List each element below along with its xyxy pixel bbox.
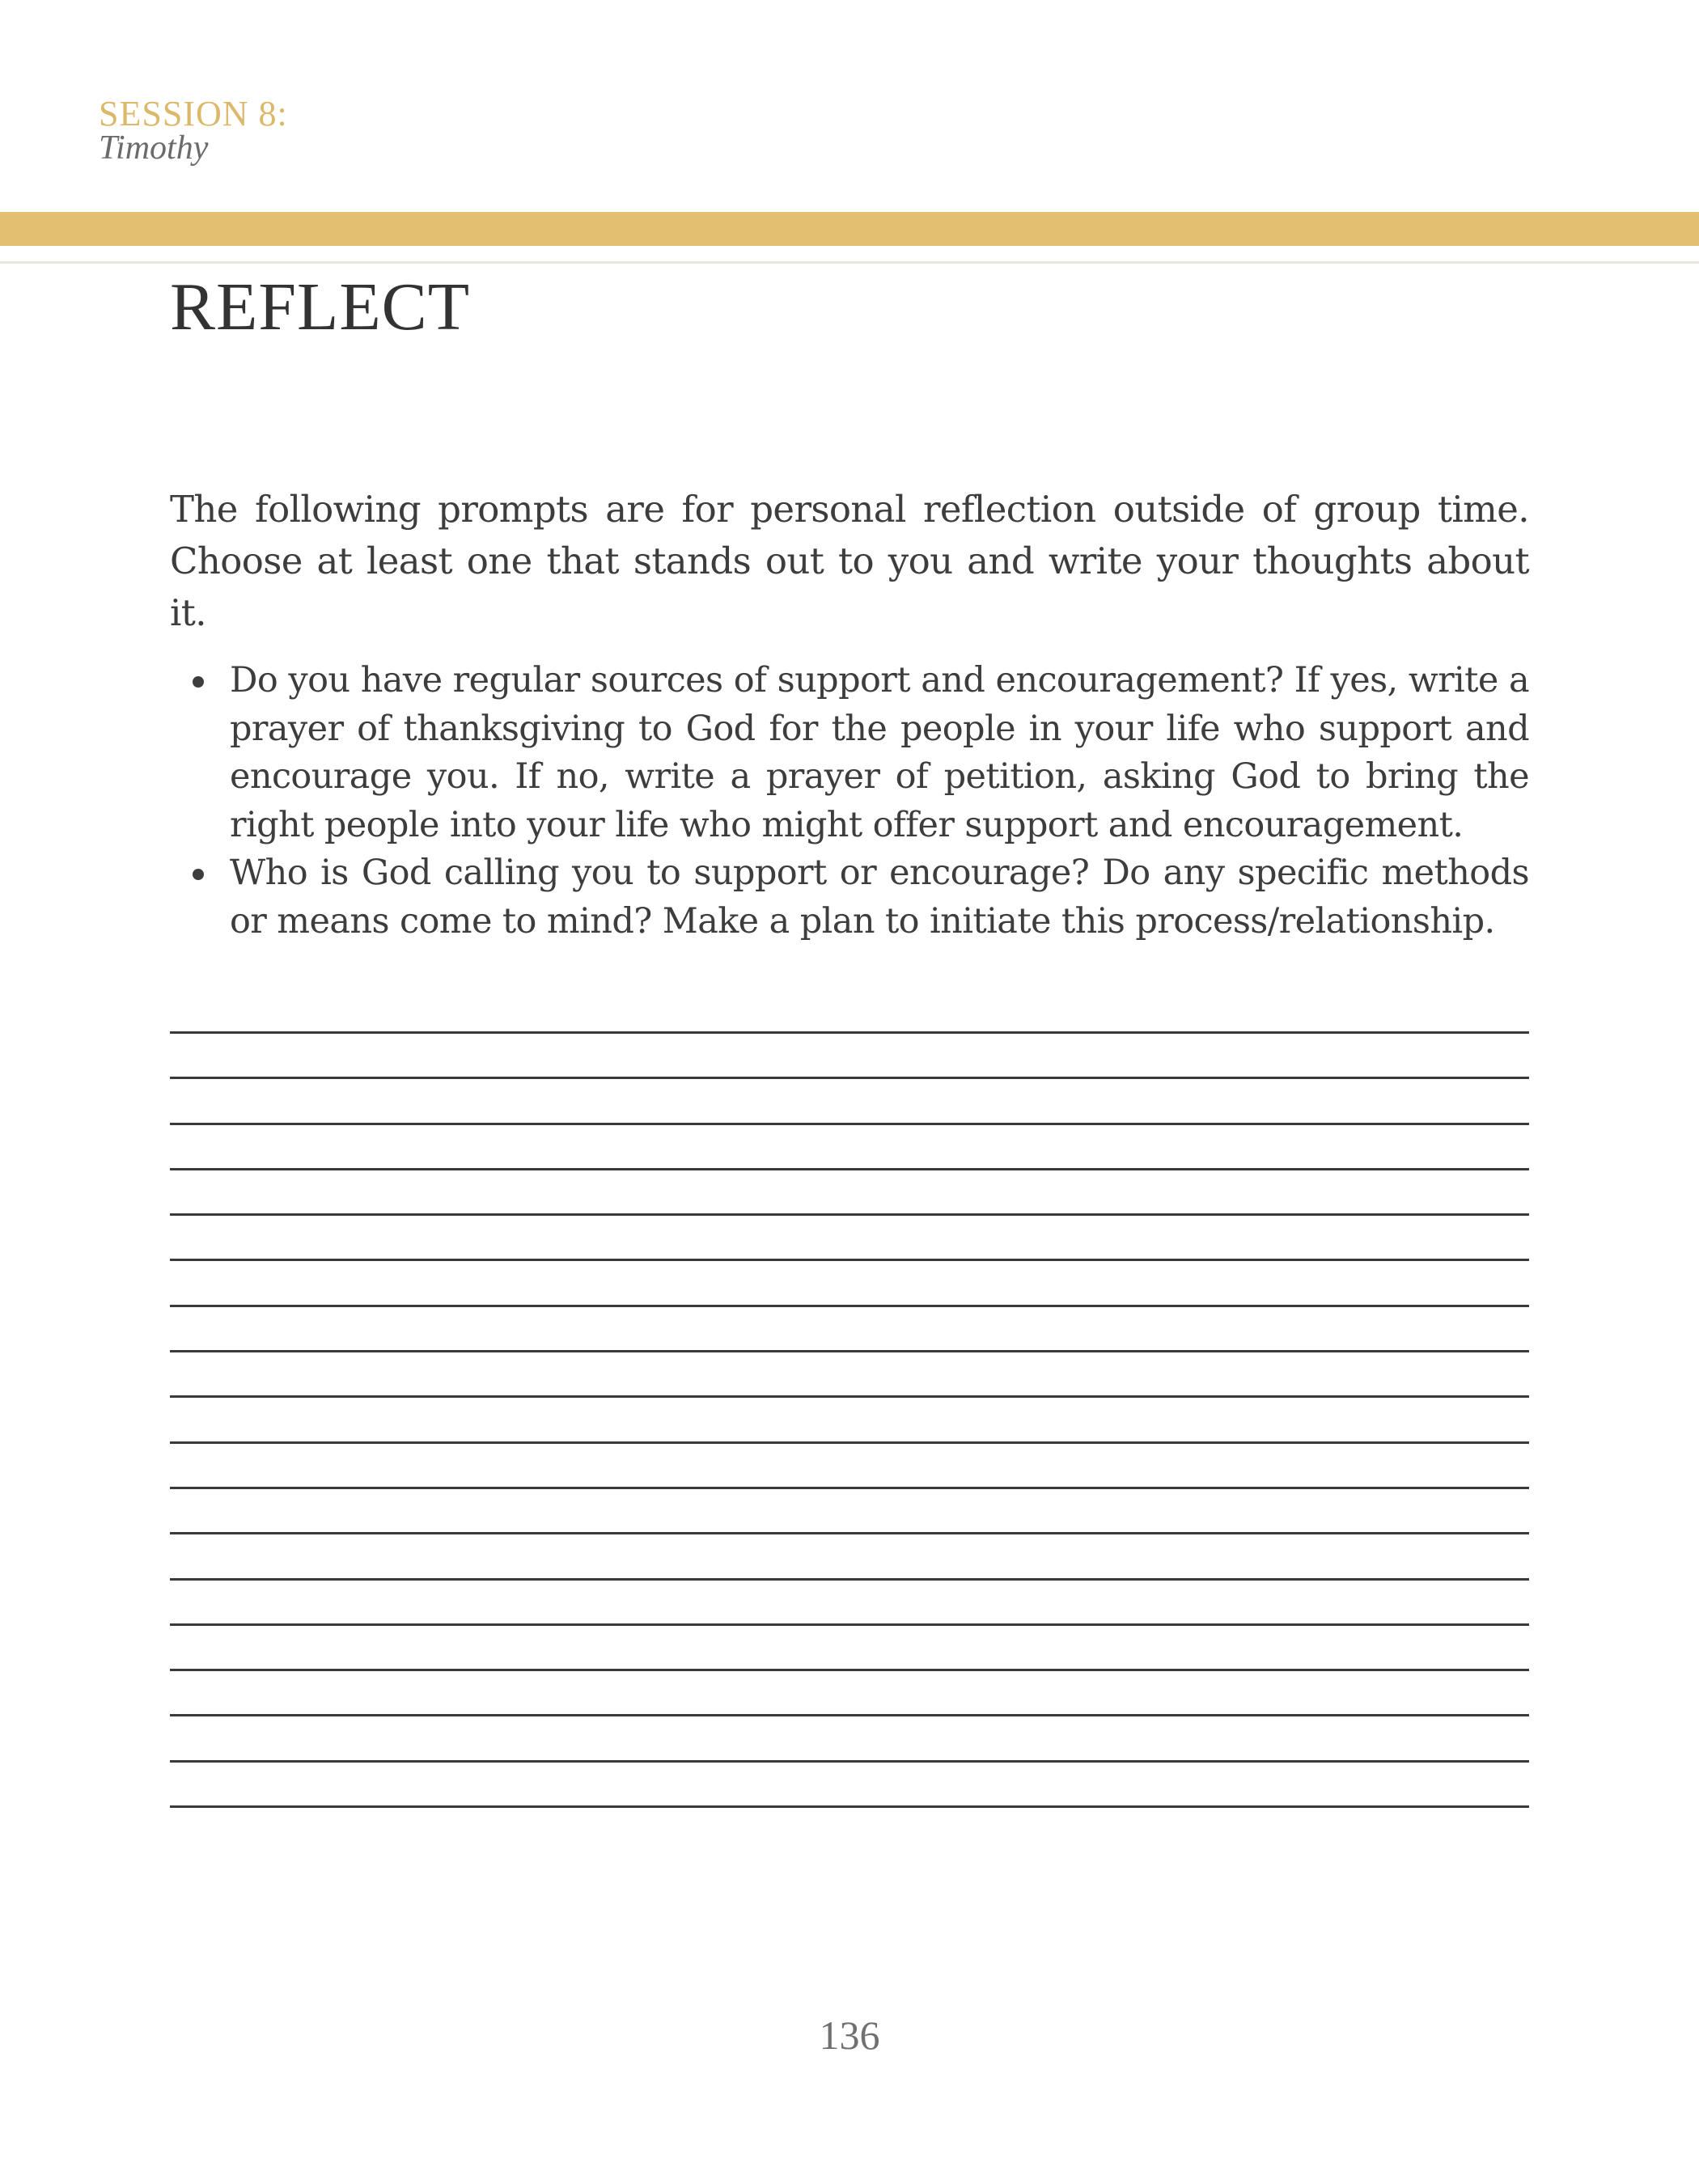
writing-line (170, 1168, 1529, 1170)
writing-line (170, 1805, 1529, 1808)
page-number: 136 (819, 2013, 880, 2058)
writing-line (170, 1213, 1529, 1216)
writing-line (170, 1623, 1529, 1626)
writing-line (170, 1123, 1529, 1125)
bullet-icon (193, 676, 204, 688)
session-label: SESSION 8: (99, 94, 288, 133)
writing-line (170, 1031, 1529, 1034)
header-accent-band (0, 212, 1699, 246)
writing-line (170, 1714, 1529, 1716)
writing-line (170, 1305, 1529, 1307)
prompt-item (170, 657, 1529, 849)
writing-line (170, 1395, 1529, 1398)
writing-line (170, 1259, 1529, 1261)
bullet-icon (193, 869, 204, 880)
section-title: REFLECT (170, 269, 471, 345)
session-name: Timothy (99, 129, 209, 167)
header-divider (0, 261, 1699, 264)
writing-area (170, 1031, 1529, 1851)
writing-line (170, 1441, 1529, 1444)
writing-line (170, 1077, 1529, 1079)
writing-line (170, 1760, 1529, 1763)
writing-line (170, 1487, 1529, 1489)
writing-line (170, 1532, 1529, 1534)
prompt-item (170, 849, 1529, 946)
writing-line (170, 1669, 1529, 1671)
prompt-text: Do you have regular sources of support and encouragement? If yes, write a prayer of thanksgiving to God for the people in your life who support and encourage you. If no, write a prayer of petition, asking God to bring the right people into your life who might offer support and encouragement. (230, 660, 1529, 845)
writing-line (170, 1350, 1529, 1352)
prompt-text: Who is God calling you to support or encourage? Do any specific methods or means come to mind? Make a plan to initiate this process/relationship. (230, 853, 1529, 942)
prompt-list (170, 657, 1529, 946)
writing-line (170, 1578, 1529, 1581)
intro-paragraph: The following prompts are for personal reflection outside of group time. Choose at least one that stands out to you and write your thoughts about it. (170, 488, 1529, 634)
